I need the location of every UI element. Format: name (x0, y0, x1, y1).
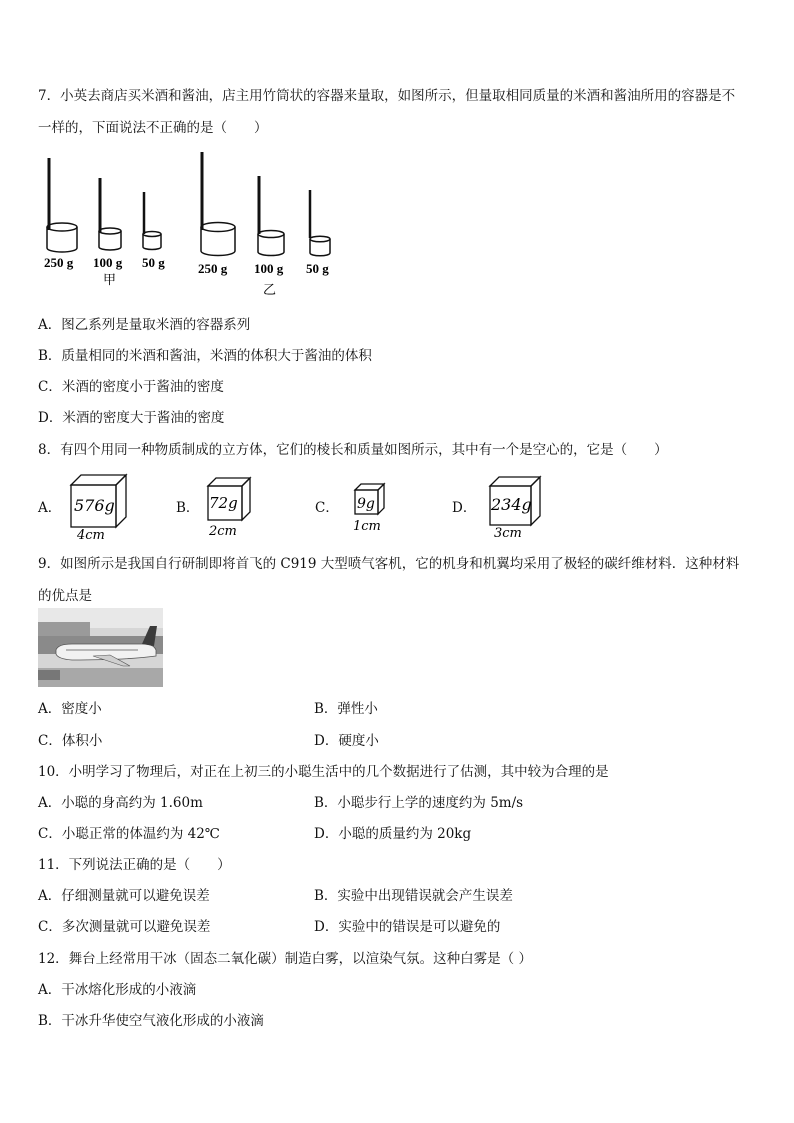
q8-cube-d (486, 474, 546, 540)
q9-option-a: A．密度小 (38, 701, 102, 717)
q9-option-b: B．弹性小 (314, 701, 378, 717)
q11-stem: 11．下列说法正确的是（ ） (38, 857, 231, 873)
q7-group-yi (201, 152, 330, 256)
q9-option-c: C．体积小 (38, 733, 103, 749)
q9-aircraft-photo (38, 608, 163, 687)
q7-yi-label-100: 100 g (254, 261, 284, 276)
q11-option-d: D．实验中的错误是可以避免的 (314, 919, 501, 935)
q8-cube-d-edge: 3cm (494, 526, 522, 540)
q7-stem-line1: 7．小英去商店买米酒和酱油，店主用竹筒状的容器来量取，如图所示，但量取相同质量的米酒和酱油所用的容器是不 (38, 88, 736, 104)
q9-option-d: D．硬度小 (314, 733, 379, 749)
q7-option-d: D．米酒的密度大于酱油的密度 (38, 410, 225, 426)
q8-cube-b-edge: 2cm (209, 524, 237, 539)
q7-yi-label-250: 250 g (198, 261, 228, 276)
q7-jia-label-50: 50 g (142, 255, 165, 270)
q10-option-d: D．小聪的质量约为 20kg (314, 826, 472, 842)
q7-jia-label-250: 250 g (44, 255, 74, 270)
q7-jia-label-100: 100 g (93, 255, 123, 270)
q12-option-b: B．干冰升华使空气液化形成的小液滴 (38, 1013, 264, 1029)
q8-cube-c-mass: 9g (357, 496, 375, 512)
q9-stem-line1: 9．如图所示是我国自行研制即将首飞的 C919 大型喷气客机，它的机身和机翼均采用了极轻的碳纤维材料．这种材料 (38, 556, 740, 572)
q11-option-a: A．仔细测量就可以避免误差 (38, 888, 210, 904)
q10-option-c: C．小聪正常的体温约为 42℃ (38, 826, 220, 842)
q7-option-b: B．质量相同的米酒和酱油，米酒的体积大于酱油的体积 (38, 348, 372, 364)
q7-option-a: A．图乙系列是量取米酒的容器系列 (38, 317, 251, 333)
q11-option-c: C．多次测量就可以避免误差 (38, 919, 211, 935)
q8-letter-c: C． (315, 500, 339, 516)
q10-stem: 10．小明学习了物理后，对正在上初三的小聪生活中的几个数据进行了估测，其中较为合理的是 (38, 764, 609, 780)
q7-jia-name: 甲 (103, 273, 117, 288)
q7-option-c: C．米酒的密度小于酱油的密度 (38, 379, 224, 395)
q8-cube-a-edge: 4cm (77, 528, 105, 541)
q12-stem: 12．舞台上经常用干冰（固态二氧化碳）制造白雾，以渲染气氛。这种白雾是（ ） (38, 951, 532, 967)
q8-letter-a: A． (38, 500, 62, 516)
q7-yi-name: 乙 (263, 283, 277, 298)
q8-cube-a-mass: 576g (74, 496, 115, 515)
q8-cube-c (350, 482, 390, 538)
q8-cube-a (66, 473, 132, 541)
q12-option-a: A．干冰熔化形成的小液滴 (38, 982, 197, 998)
q7-stem-line2: 一样的，下面说法不正确的是（ ） (38, 120, 268, 136)
q8-cube-b (204, 476, 254, 540)
q8-cube-b-mass: 72g (209, 494, 238, 512)
q8-cube-c-edge: 1cm (353, 519, 381, 534)
q8-stem: 8．有四个用同一种物质制成的立方体，它们的棱长和质量如图所示，其中有一个是空心的，它是（ ） (38, 442, 668, 458)
q10-option-a: A．小聪的身高约为 1.60m (38, 795, 203, 811)
q10-option-b: B．小聪步行上学的速度约为 5m/s (314, 795, 524, 811)
q8-letter-d: D． (452, 500, 477, 516)
q7-group-jia (47, 158, 161, 252)
q8-letter-b: B． (176, 500, 200, 516)
q7-yi-label-50: 50 g (306, 261, 329, 276)
q8-cube-d-mass: 234g (491, 495, 532, 514)
q7-container-figure (36, 148, 346, 300)
q9-stem-line2: 的优点是 (38, 588, 92, 604)
q11-option-b: B．实验中出现错误就会产生误差 (314, 888, 513, 904)
